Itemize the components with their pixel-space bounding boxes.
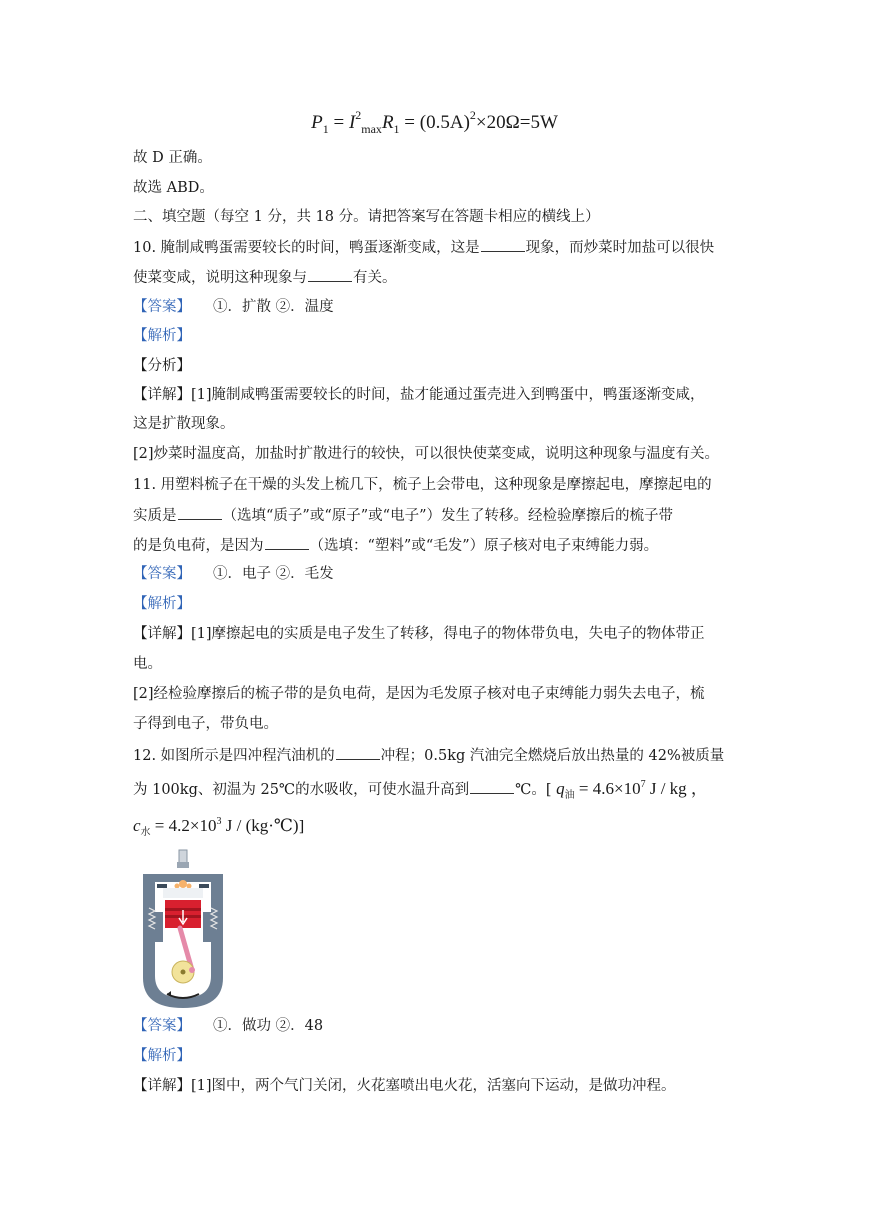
power-formula: $P_1 = I^2_{max}R_1 = (0.5A)^2\times 20\Omega=5W$ [311,108,558,136]
text-line: 故 D 正确。 [133,150,212,166]
question-11: 11. 用塑料梳子在干燥的头发上梳几下，梳子上会带电，这种现象是摩擦起电，摩擦起电的 [133,477,712,493]
question-10: 10. 腌制咸鸭蛋需要较长的时间，鸭蛋逐渐变咸，这是 现象，而炒菜时加盐可以很快 [133,237,714,258]
answer-blank [308,267,352,282]
detail-line: 这是扩散现象。 [133,416,235,432]
question-11-cont: 实质是 （选填“质子”或“原子”或“电子”）发生了转移。经检验摩擦后的梳子带 [133,505,673,526]
detail-line: 【详解】[1]图中，两个气门关闭，火花塞喷出电火花，活塞向下运动，是做功冲程。 [133,1078,676,1094]
detail-line: 电。 [133,656,162,672]
answer-blank [178,505,222,520]
answer-tag: 【答案】 [133,299,191,315]
analysis-tag: 【解析】 [133,328,191,344]
question-12-cont: 为 100kg、初温为 25℃的水吸收，可使水温升高到 ℃。[ $q_油 = 4.6\times 10^7$ J / kg ， [133,779,708,801]
detail-line: 【详解】[1]腌制咸鸭蛋需要较长的时间，盐才能通过蛋壳进入到鸭蛋中，鸭蛋逐渐变咸， [133,387,705,403]
answer-blank [336,745,380,760]
analysis-tag: 【解析】 [133,596,191,612]
detail-line: 子得到电子，带负电。 [133,716,278,732]
answer-blank [470,779,514,794]
question-10-cont: 使菜变咸，说明这种现象与 有关。 [133,267,397,288]
answer-line: 【答案】 ①．做功 ②．48 [133,1018,324,1034]
detail-line: 【详解】[1]摩擦起电的实质是电子发生了转移，得电子的物体带负电，失电子的物体带正 [133,626,705,642]
answer-blank [481,237,525,252]
text-line: 故选 ABD。 [133,180,214,196]
detail-line: [2]炒菜时温度高，加盐时扩散进行的较快，可以很快使菜变咸，说明这种现象与温度有关。 [133,446,720,462]
question-11-cont: 的是负电荷，是因为 （选填：“塑料”或“毛发”）原子核对电子束缚能力弱。 [133,535,658,556]
answer-blank [265,535,309,550]
answer-line: 【答案】 ①．扩散 ②．温度 [133,299,334,315]
analysis-sub: 【分析】 [133,358,191,374]
question-12-cont: $c_水 = 4.2\times 10^3$ J / (kg·℃)] [133,816,305,838]
answer-line: 【答案】 ①．电子 ②．毛发 [133,566,334,582]
water-specific-heat: $c_水 = 4.2\times 10^3$ J / (kg·℃) [133,816,299,838]
answer-tag: 【答案】 [133,566,191,582]
engine-power-stroke-figure [137,848,229,1008]
answer-tag: 【答案】 [133,1018,191,1034]
question-12: 12. 如图所示是四冲程汽油机的 冲程；0.5kg 汽油完全燃烧后放出热量的 42%被质量 [133,745,724,766]
analysis-tag: 【解析】 [133,1048,191,1064]
section-heading: 二、填空题（每空 1 分，共 18 分。请把答案写在答题卡相应的横线上） [133,209,600,225]
gasoline-heat-value: $q_油 = 4.6\times 10^7$ J / kg ， [556,779,708,801]
detail-line: [2]经检验摩擦后的梳子带的是负电荷，是因为毛发原子核对电子束缚能力弱失去电子，梳 [133,686,705,702]
